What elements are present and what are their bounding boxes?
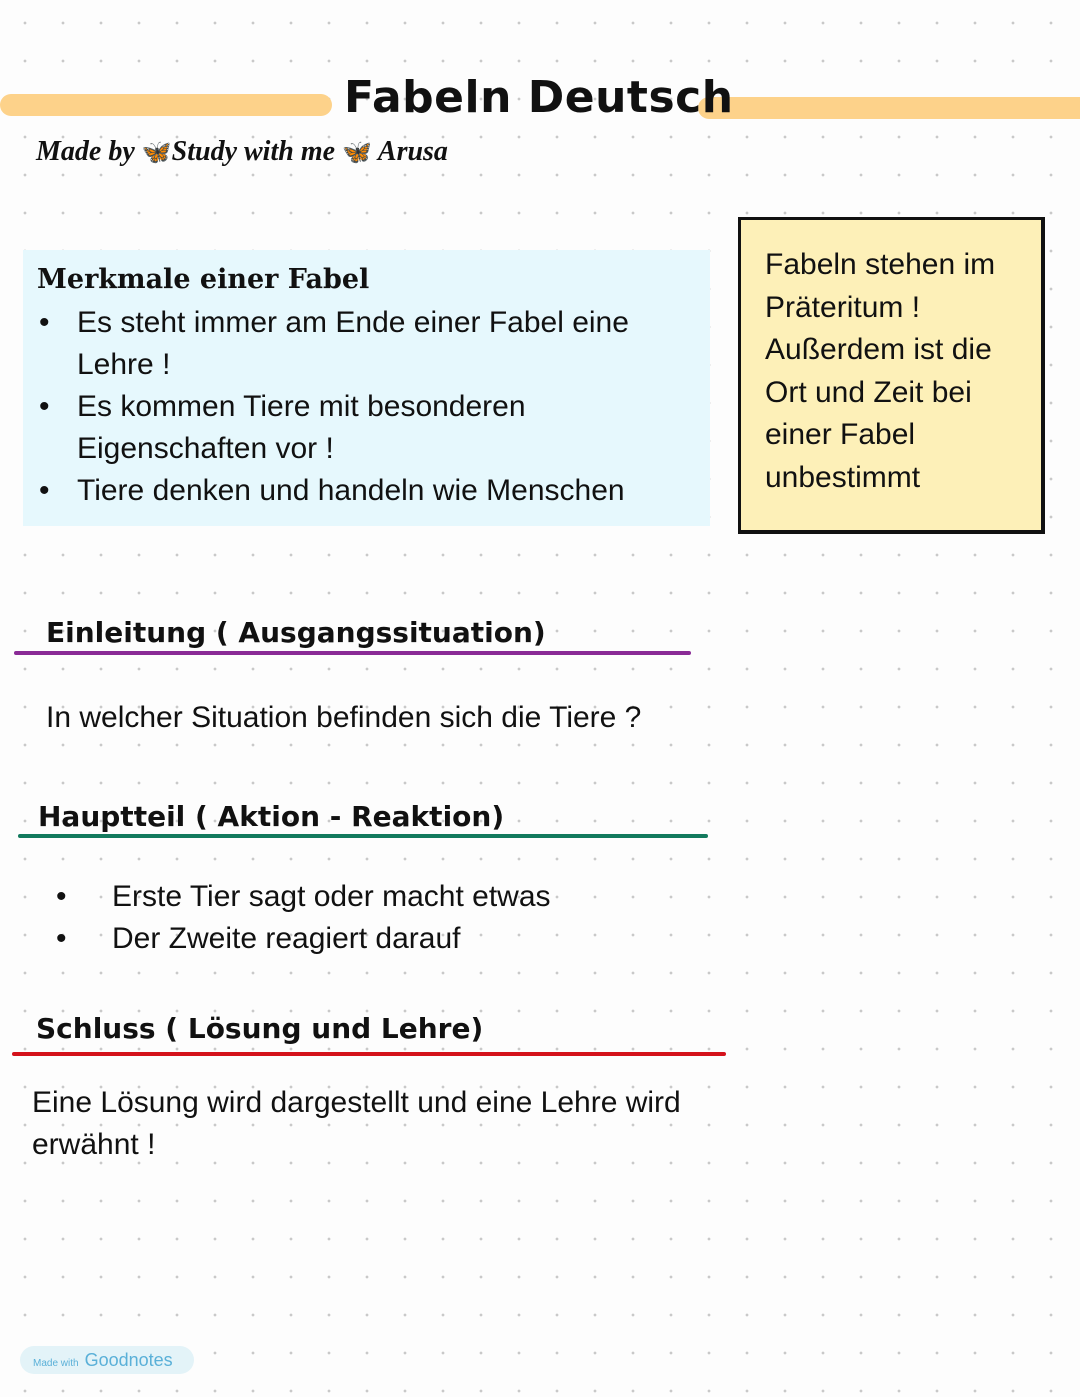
underline-hauptteil <box>18 834 708 838</box>
brand-label: Goodnotes <box>84 1350 173 1370</box>
heading-schluss: Schluss ( Lösung und Lehre) <box>36 1012 484 1045</box>
goodnotes-badge <box>20 1346 194 1374</box>
title-highlight-left <box>0 94 332 116</box>
merkmale-box <box>23 250 710 526</box>
subtitle <box>36 136 448 168</box>
note-text: Fabeln stehen im Präteritum ! Außerdem ist die Ort und Zeit bei einer Fabel unbestimmt <box>765 248 996 494</box>
title-highlight-right <box>698 97 1080 119</box>
underline-schluss <box>12 1052 726 1056</box>
list-item: • Erste Tier sagt oder macht etwas <box>56 876 551 918</box>
merkmale-title: Merkmale einer Fabel <box>37 264 370 295</box>
author-label: Arusa <box>377 136 448 167</box>
underline-einleitung <box>14 651 691 655</box>
heading-einleitung: Einleitung ( Ausgangssituation) <box>46 616 546 649</box>
sticky-note <box>738 217 1045 534</box>
page-title: Fabeln Deutsch <box>344 72 734 123</box>
heading-hauptteil: Hauptteil ( Aktion - Reaktion) <box>38 800 505 833</box>
study-label: Study with me <box>171 136 336 167</box>
butterfly-icon: 🦋 <box>141 140 172 166</box>
list-item: • Es kommen Tiere mit besonderen Eigenschaften vor ! <box>37 386 697 470</box>
made-with-label: Made with <box>33 1358 79 1369</box>
made-by-label: Made by <box>36 136 135 167</box>
butterfly-icon: 🦋 <box>342 140 372 166</box>
list-item: • Tiere denken und handeln wie Menschen <box>37 470 697 512</box>
list-item: • Der Zweite reagiert darauf <box>56 918 551 960</box>
schluss-text: Eine Lösung wird dargestellt und eine Lehre wird erwähnt ! <box>32 1086 681 1161</box>
hauptteil-list <box>56 876 551 960</box>
einleitung-text: In welcher Situation befinden sich die Tiere ? <box>46 701 642 734</box>
list-item: • Es steht immer am Ende einer Fabel eine Lehre ! <box>37 302 697 386</box>
